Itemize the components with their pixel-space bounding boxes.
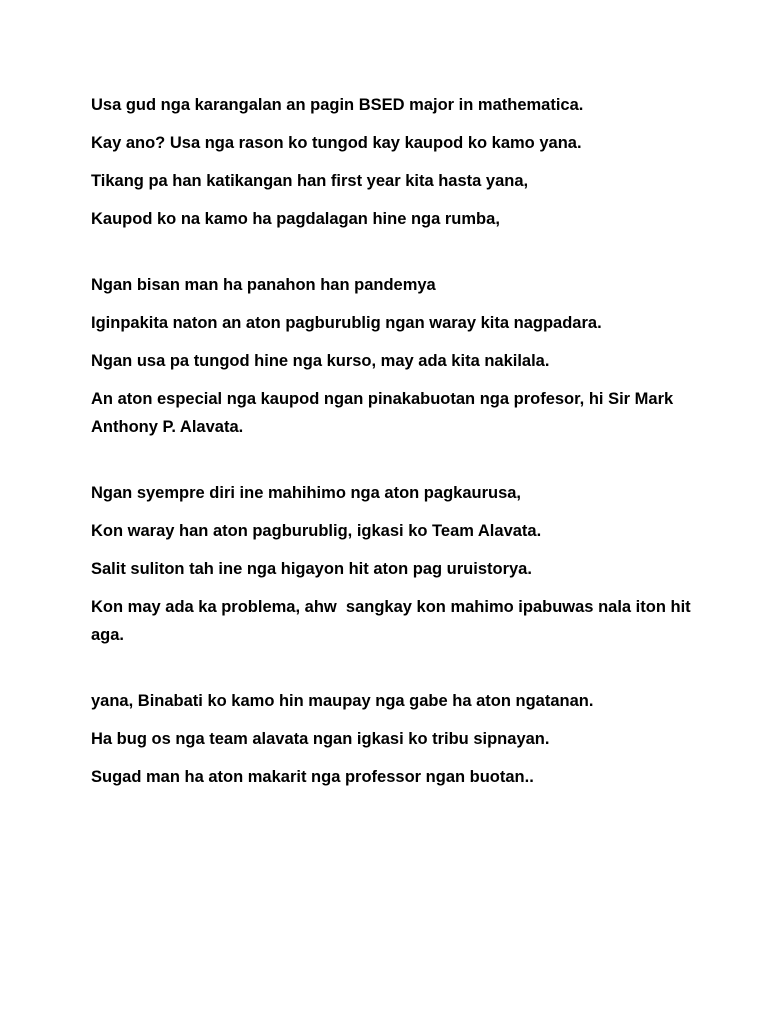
text-line: Ngan usa pa tungod hine nga kurso, may ada kita nakilala. [91, 352, 550, 370]
stanza-1 [91, 91, 691, 233]
text-line: Kaupod ko na kamo ha pagdalagan hine nga rumba, [91, 210, 500, 228]
text-line: Ha bug os nga team alavata ngan igkasi ko tribu sipnayan. [91, 730, 550, 748]
text-line: Kay ano? Usa nga rason ko tungod kay kaupod ko kamo yana. [91, 134, 582, 152]
text-line: Sugad man ha aton makarit nga professor ngan buotan.. [91, 768, 534, 786]
text-line: Ngan bisan man ha panahon han pandemya [91, 276, 436, 294]
text-line: Iginpakita naton an aton pagburublig ngan waray kita nagpadara. [91, 314, 602, 332]
text-line: Kon may ada ka problema, ahw sangkay kon mahimo ipabuwas nala iton hit aga. [91, 598, 696, 644]
stanza-2 [91, 271, 691, 441]
stanza-3 [91, 479, 696, 649]
document-body [91, 91, 696, 801]
stanza-4 [91, 687, 691, 791]
text-line: Ngan syempre diri ine mahihimo nga aton pagkaurusa, [91, 484, 522, 502]
text-line: An aton especial nga kaupod ngan pinakabuotan nga profesor, hi Sir Mark Anthony P. Alavata. [91, 390, 678, 436]
text-line: Salit suliton tah ine nga higayon hit aton pag uruistorya. [91, 560, 532, 578]
text-line: Tikang pa han katikangan han first year kita hasta yana, [91, 172, 529, 190]
text-line: Usa gud nga karangalan an pagin BSED major in mathematica. [91, 96, 584, 114]
text-line: Kon waray han aton pagburublig, igkasi ko Team Alavata. [91, 522, 542, 540]
text-line: yana, Binabati ko kamo hin maupay nga gabe ha aton ngatanan. [91, 692, 594, 710]
